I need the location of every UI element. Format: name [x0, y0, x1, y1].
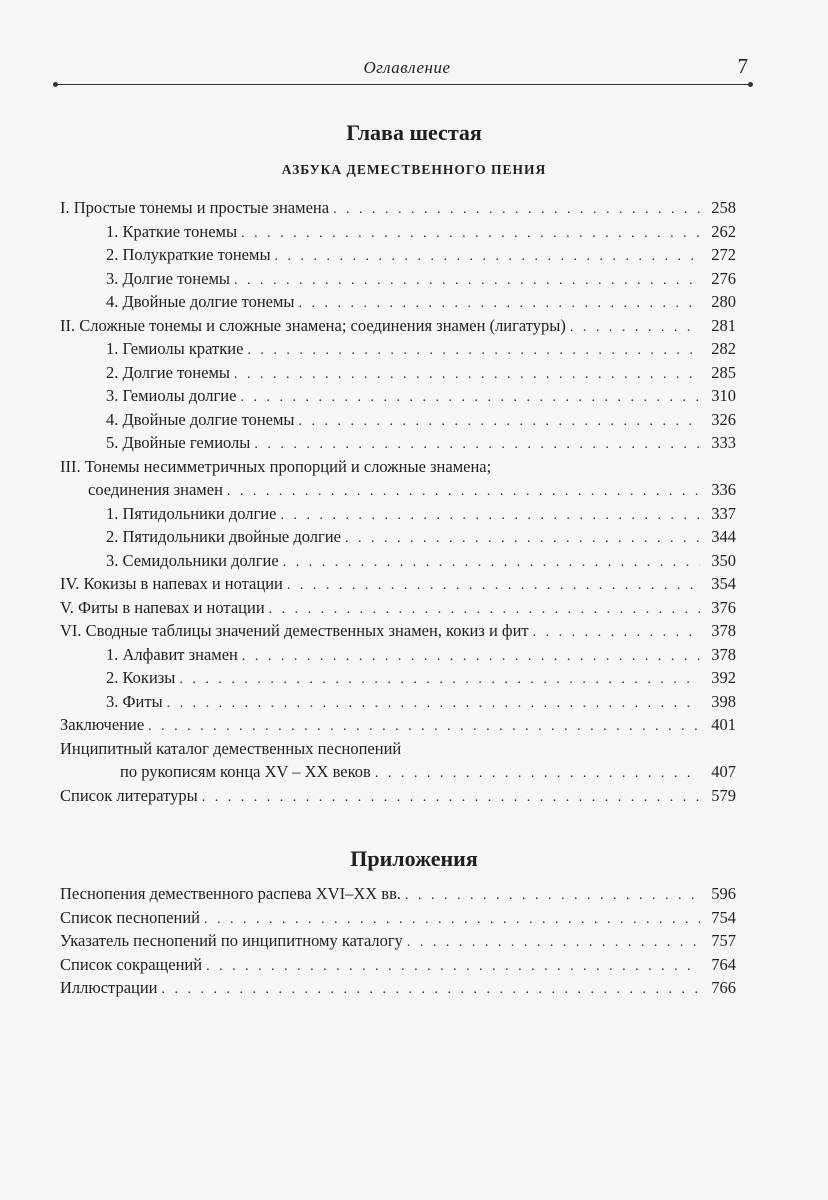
chapter-subtitle: АЗБУКА ДЕМЕСТВЕННОГО ПЕНИЯ [281, 162, 547, 177]
header-rule [56, 84, 750, 85]
toc-entry[interactable]: V. Фиты в напевах и нотации . . . 376 [60, 596, 736, 620]
toc-entry[interactable]: 2. Полукраткие тонемы . . . 272 [60, 243, 736, 267]
toc-entry[interactable]: Иллюстрации . . . 766 [60, 976, 736, 1000]
toc-entry[interactable]: III. Тонемы несимметричных пропорций и сложные знамена; [60, 456, 492, 476]
chapter-title: Глава шестая [346, 120, 482, 145]
running-header [62, 54, 752, 84]
toc-entry[interactable]: 5. Двойные гемиолы . . . 333 [60, 431, 736, 455]
toc-entry[interactable]: 2. Долгие тонемы . . . 285 [60, 361, 736, 385]
toc-entry[interactable]: Список песнопений . . . 754 [60, 906, 736, 930]
toc-entry[interactable]: Список сокращений . . . 764 [60, 953, 736, 977]
appendix-toc [60, 882, 736, 1000]
toc-entry[interactable]: IV. Кокизы в напевах и нотации . . . 354 [60, 572, 736, 596]
page-number: 7 [737, 54, 748, 78]
toc-entry[interactable]: 1. Алфавит знамен . . . 378 [60, 643, 736, 667]
toc-entry[interactable]: I. Простые тонемы и простые знамена . . . 258 [60, 196, 736, 220]
toc-entry[interactable]: II. Сложные тонемы и сложные знамена; соединения знамен (лигатуры) . . . 281 [60, 314, 736, 338]
toc-entry[interactable]: 3. Семидольники долгие . . . 350 [60, 549, 736, 573]
appendix-title: Приложения [350, 846, 478, 871]
toc-entry[interactable]: 1. Пятидольники долгие . . . 337 [60, 502, 736, 526]
toc-entry[interactable]: 1. Краткие тонемы . . . 262 [60, 220, 736, 244]
toc-entry[interactable]: 3. Фиты . . . 398 [60, 690, 736, 714]
toc-entry[interactable]: 2. Пятидольники двойные долгие . . . 344 [60, 525, 736, 549]
toc-entry-continuation[interactable]: соединения знамен . . . 336 [60, 478, 736, 502]
toc-entry[interactable]: 4. Двойные долгие тонемы . . . 280 [60, 290, 736, 314]
toc-entry[interactable]: 4. Двойные долгие тонемы . . . 326 [60, 408, 736, 432]
toc-entry[interactable]: VI. Сводные таблицы значений демественных знамен, кокиз и фит . . . 378 [60, 619, 736, 643]
toc-entry[interactable]: Песнопения демественного распева XVI–XX вв. . . . 596 [60, 882, 736, 906]
toc-entry[interactable]: Инципитный каталог демественных песнопений [60, 738, 402, 758]
toc-entry[interactable]: 3. Долгие тонемы . . . 276 [60, 267, 736, 291]
toc-entry[interactable]: 3. Гемиолы долгие . . . 310 [60, 384, 736, 408]
header-title: Оглавление [363, 58, 451, 77]
toc-entry-continuation[interactable]: по рукописям конца XV – XX веков . . . 407 [60, 760, 736, 784]
toc-entry[interactable]: Указатель песнопений по инципитному каталогу . . . 757 [60, 929, 736, 953]
toc-entry[interactable]: Заключение . . . 401 [60, 713, 736, 737]
toc-entry[interactable]: 1. Гемиолы краткие . . . 282 [60, 337, 736, 361]
toc-entry[interactable]: 2. Кокизы . . . 392 [60, 666, 736, 690]
toc-entry[interactable]: Список литературы . . . 579 [60, 784, 736, 808]
chapter-toc [60, 196, 736, 807]
